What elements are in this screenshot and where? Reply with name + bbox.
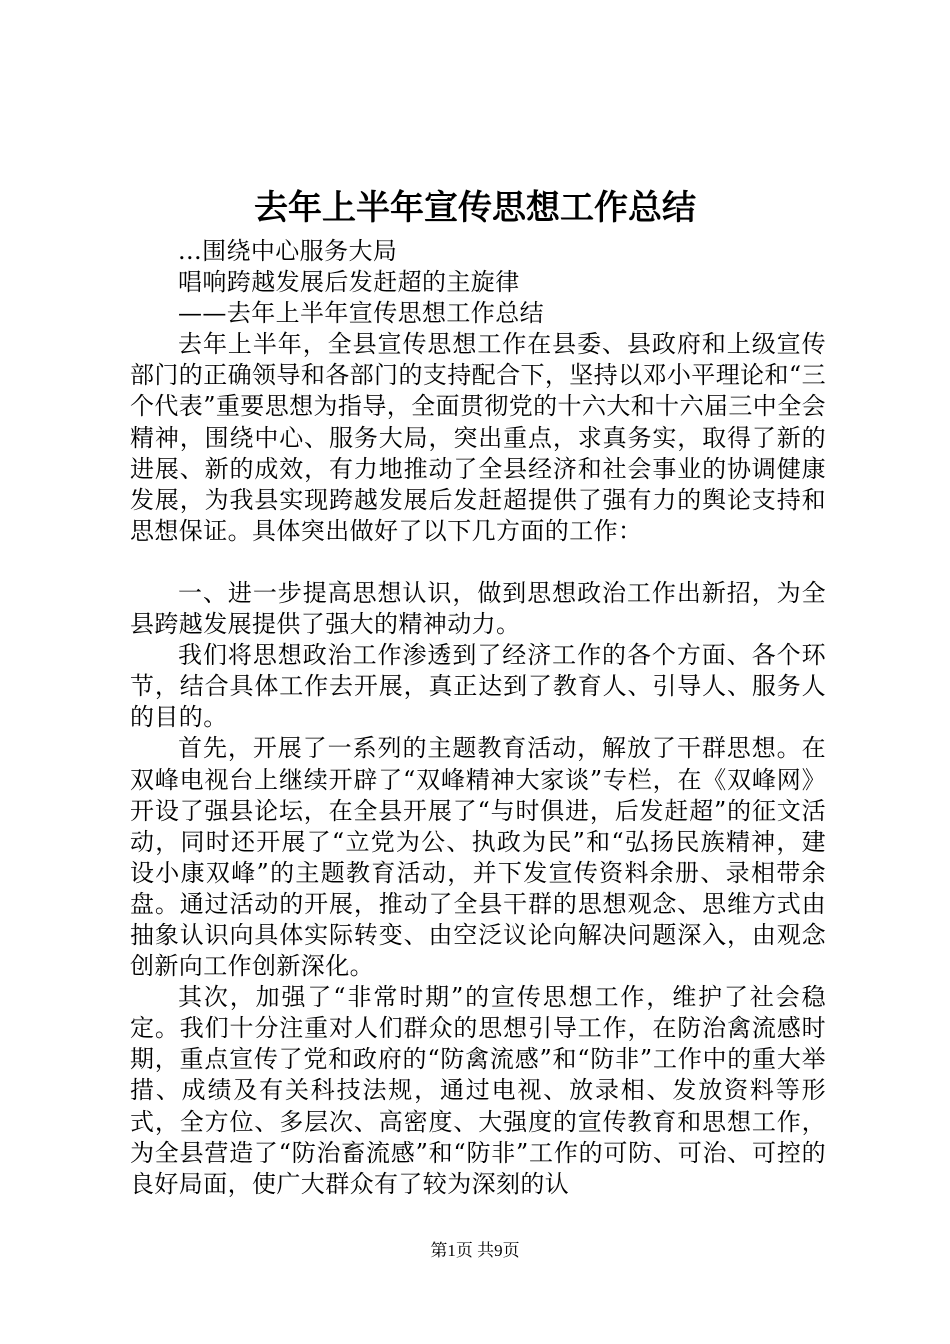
paragraph: 其次，加强了“非常时期”的宣传思想工作，维护了社会稳定。我们十分注重对人们群众的思想引导工作，在防治禽流感时期，重点宣传了党和政府的“防禽流感”和“防非”工作中的重大举措、成绩及有关科技法规，通过电视、放录相、发放资料等形式，全方位、多层次、高密度、大强度的宣传教育和思想工作，为全县营造了“防治畜流感”和“防非”工作的可防、可治、可控的良好局面，使广大群众有了较为深刻的认 bbox=[130, 983, 826, 1198]
page-number-footer: 第1页 共9页 bbox=[430, 1241, 520, 1260]
paragraph-intro: 去年上半年，全县宣传思想工作在县委、县政府和上级宣传部门的正确领导和各部门的支持配合下，坚持以邓小平理论和“三个代表”重要思想为指导，全面贯彻党的十六大和十六届三中全会精神，围绕中心、服务大局，突出重点，求真务实，取得了新的进展、新的成效，有力地推动了全县经济和社会事业的协调健康发展，为我县实现跨越发展后发赶超提供了强有力的舆论支持和思想保证。具体突出做好了以下几方面的工作： bbox=[130, 330, 826, 545]
paragraph: 首先，开展了一系列的主题教育活动，解放了干群思想。在双峰电视台上继续开辟了“双峰精神大家谈”专栏，在《双峰网》开设了强县论坛，在全县开展了“与时俱进，后发赶超”的征文活动，同时还开展了“立党为公、执政为民”和“弘扬民族精神，建设小康双峰”的主题教育活动，并下发宣传资料余册、录相带余盘。通过活动的开展，推动了全县干群的思想观念、思维方式由抽象认识向具体实际转变、由空泛议论向解决问题深入，由观念创新向工作创新深化。 bbox=[130, 734, 826, 981]
subtitle-line-2: 唱响跨越发展后发赶超的主旋律 bbox=[178, 268, 520, 297]
paragraph: 我们将思想政治工作渗透到了经济工作的各个方面、各个环节，结合具体工作去开展，真正达到了教育人、引导人、服务人的目的。 bbox=[130, 641, 826, 732]
subtitle-line-1: ...围绕中心服务大局 bbox=[178, 237, 398, 265]
section-heading-1: 一、进一步提高思想认识，做到思想政治工作出新招，为全县跨越发展提供了强大的精神动力。 bbox=[130, 578, 826, 639]
document-title: 去年上半年宣传思想工作总结 bbox=[254, 188, 696, 228]
subtitle-line-3: ——去年上半年宣传思想工作总结 bbox=[178, 299, 544, 328]
document-body bbox=[130, 236, 826, 1200]
